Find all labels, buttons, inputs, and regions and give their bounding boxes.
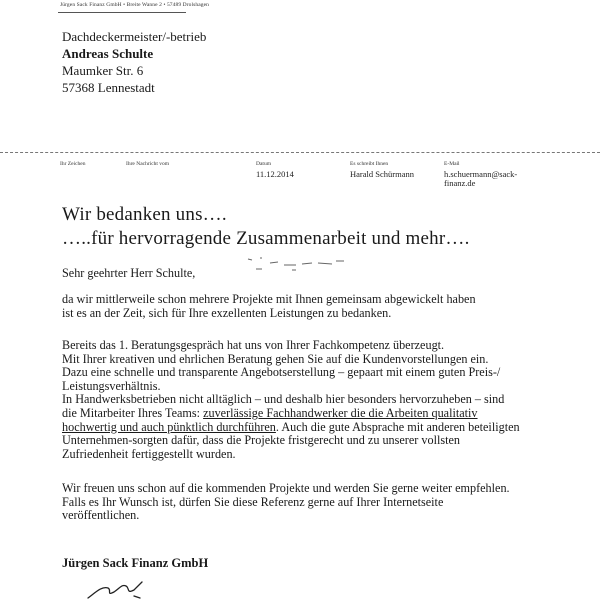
handwritten-signature xyxy=(86,578,156,600)
email-value-line2: finanz.de xyxy=(444,178,476,188)
paragraph-2-line-3: Dazu eine schnelle und transparente Angebotserstellung – gepaart mit einem guten Preis-/ xyxy=(62,365,501,380)
email-label: E-Mail xyxy=(444,161,460,167)
datum-label: Datum xyxy=(256,161,271,167)
paragraph-1-line-1: da wir mittlerweile schon mehrere Projekte mit Ihnen gemeinsam abgewickelt haben xyxy=(62,292,476,306)
scan-artifact-marks xyxy=(240,255,350,275)
schreibt-value: Harald Schürmann xyxy=(350,169,414,179)
email-value-line1: h.schuermann@sack- xyxy=(444,169,518,179)
sender-address-line: Jürgen Sack Finanz GmbH • Breite Wanne 2 • 57489 Drolshagen xyxy=(60,2,210,8)
recipient-name: Andreas Schulte xyxy=(62,46,154,61)
paragraph-2-line-4: Leistungsverhältnis. xyxy=(62,378,161,393)
paragraph-3-line-1: Wir freuen uns schon auf die kommenden Projekte und werden Sie gerne weiter empfehlen. xyxy=(62,481,510,495)
paragraph-2-line-7-underlined: hochwertig und auch pünktlich durchführen xyxy=(62,419,276,434)
reference-separator-line xyxy=(0,152,600,153)
recipient-address xyxy=(62,28,206,96)
paragraph-2-line-6 xyxy=(62,407,520,421)
paragraph-2-line-8: Unternehmen-sorgten dafür, dass die Projekte fristgerecht und zu unserer vollsten xyxy=(62,433,460,448)
sender-underline xyxy=(58,12,186,13)
ihr-zeichen-label: Ihr Zeichen xyxy=(60,161,86,167)
paragraph-1 xyxy=(62,293,476,320)
salutation: Sehr geehrter Herr Schulte, xyxy=(62,266,196,280)
closing-company: Jürgen Sack Finanz GmbH xyxy=(62,556,209,570)
paragraph-3 xyxy=(62,482,510,523)
paragraph-1-line-2: ist es an der Zeit, sich für Ihre exzellenten Leistungen zu bedanken. xyxy=(62,305,392,320)
paragraph-3-line-2: Falls es Ihr Wunsch ist, dürfen Sie diese Referenz gerne auf Ihrer Internetseite xyxy=(62,494,444,509)
schreibt-label: Es schreibt Ihnen xyxy=(350,161,389,167)
headline-line1: Wir bedanken uns…. xyxy=(62,204,227,225)
headline-line2: …..für hervorragende Zusammenarbeit und mehr…. xyxy=(62,228,470,249)
paragraph-2-line-6-a: die Mitarbeiter Ihres Teams: xyxy=(62,405,204,420)
recipient-line1: Dachdeckermeister/-betrieb xyxy=(62,29,207,44)
paragraph-2-line-2: Mit Ihrer kreativen und ehrlichen Beratung gehen Sie auf die Kundenvorstellungen ein. xyxy=(62,351,489,366)
email-value xyxy=(444,170,517,188)
paragraph-2-line-1: Bereits das 1. Beratungsgespräch hat uns von Ihrer Fachkompetenz überzeugt. xyxy=(62,338,445,352)
datum-value: 11.12.2014 xyxy=(256,169,294,179)
paragraph-3-line-3: veröffentlichen. xyxy=(62,508,140,523)
recipient-city: 57368 Lennestadt xyxy=(62,80,155,95)
paragraph-2-line-9: Zufriedenheit fertiggestellt wurden. xyxy=(62,446,236,461)
nachricht-label: Ihre Nachricht vom xyxy=(126,161,170,167)
recipient-street: Maumker Str. 6 xyxy=(62,63,144,78)
paragraph-2 xyxy=(62,339,520,461)
paragraph-2-line-5: In Handwerksbetrieben nicht alltäglich – und deshalb hier besonders hervorzuheben – sind xyxy=(62,392,505,407)
paragraph-2-line-7-b: . Auch die gute Absprache mit anderen beteiligten xyxy=(275,419,520,434)
paragraph-2-line-6-underlined: zuverlässige Fachhandwerker die die Arbeiten qualitativ xyxy=(203,405,478,420)
paragraph-2-line-7 xyxy=(62,421,520,435)
